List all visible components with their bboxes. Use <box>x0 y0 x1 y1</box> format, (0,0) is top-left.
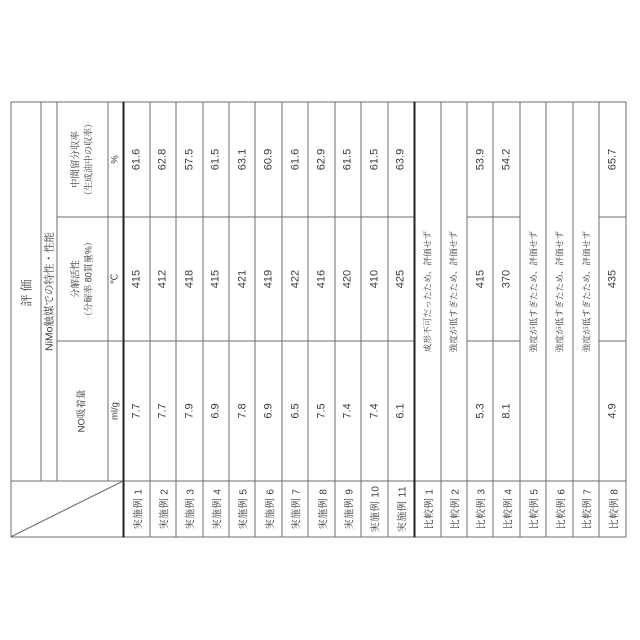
row-label: 実施例 9 <box>335 481 361 537</box>
value-cell-cracking-activity: 422 <box>282 217 308 341</box>
evaluation-table <box>11 101 627 537</box>
value-cell-no-adsorption: 6.9 <box>255 341 281 481</box>
row-label: 実施例 5 <box>229 481 255 537</box>
value-cell-middle-distillate-yield: 62.8 <box>150 102 176 217</box>
value-cell-cracking-activity: 418 <box>176 217 202 341</box>
value-cell-no-adsorption: 7.5 <box>308 341 334 481</box>
table-row <box>467 102 493 537</box>
value-cell-no-adsorption: 7.8 <box>229 341 255 481</box>
value-cell-cracking-activity: 415 <box>123 217 149 341</box>
row-label: 実施例 1 <box>123 481 149 537</box>
table-row <box>203 102 229 537</box>
column-label: 中間留分収率 <box>70 130 82 188</box>
table-title: 評価 <box>11 102 41 481</box>
value-cell-no-adsorption: 7.7 <box>123 341 149 481</box>
value-cell-cracking-activity: 370 <box>493 217 519 341</box>
value-cell-cracking-activity: 415 <box>203 217 229 341</box>
value-cell-no-adsorption: 7.9 <box>176 341 202 481</box>
row-label: 実施例 8 <box>308 481 334 537</box>
value-cell-cracking-activity: 410 <box>361 217 387 341</box>
unit-cracking-activity: ℃ <box>108 217 123 341</box>
value-cell-middle-distillate-yield: 63.1 <box>229 102 255 217</box>
value-cell-middle-distillate-yield: 57.5 <box>176 102 202 217</box>
value-cell-middle-distillate-yield: 61.6 <box>282 102 308 217</box>
table-row <box>361 102 387 537</box>
table-row <box>573 102 599 537</box>
table-row <box>282 102 308 537</box>
value-cell-no-adsorption: 7.4 <box>361 341 387 481</box>
table-row <box>441 102 467 537</box>
corner-diagonal-cell <box>11 481 123 537</box>
row-label: 比較例 8 <box>599 481 626 537</box>
table-row <box>308 102 334 537</box>
value-cell-no-adsorption: 7.7 <box>150 341 176 481</box>
column-header-cracking-activity <box>57 217 108 341</box>
value-cell-no-adsorption: 6.1 <box>388 341 414 481</box>
value-cell-middle-distillate-yield: 60.9 <box>255 102 281 217</box>
note-cell: 強度が低すぎたため、評価せず <box>546 102 572 481</box>
row-label: 実施例 3 <box>176 481 202 537</box>
value-cell-no-adsorption: 6.5 <box>282 341 308 481</box>
rotated-table-container <box>11 103 629 538</box>
table-row <box>520 102 546 537</box>
table-row <box>493 102 519 537</box>
value-cell-no-adsorption: 7.4 <box>335 341 361 481</box>
table-row <box>229 102 255 537</box>
value-cell-middle-distillate-yield: 54.2 <box>493 102 519 217</box>
value-cell-cracking-activity: 415 <box>467 217 493 341</box>
value-cell-no-adsorption: 8.1 <box>493 341 519 481</box>
column-label: 分解活性 <box>70 260 82 299</box>
table-row <box>150 102 176 537</box>
column-sublabel: （分解率 80質量%） <box>83 237 94 321</box>
row-label: 実施例 11 <box>388 481 414 537</box>
value-cell-middle-distillate-yield: 62.9 <box>308 102 334 217</box>
row-label: 比較例 7 <box>573 481 599 537</box>
row-label: 比較例 1 <box>414 481 440 537</box>
value-cell-cracking-activity: 419 <box>255 217 281 341</box>
table-row <box>546 102 572 537</box>
value-cell-middle-distillate-yield: 61.5 <box>203 102 229 217</box>
row-label: 比較例 4 <box>493 481 519 537</box>
unit-no-adsorption: ml/g <box>108 341 123 481</box>
value-cell-middle-distillate-yield: 65.7 <box>599 102 626 217</box>
row-label: 比較例 3 <box>467 481 493 537</box>
value-cell-middle-distillate-yield: 63.9 <box>388 102 414 217</box>
value-cell-cracking-activity: 420 <box>335 217 361 341</box>
column-label: NO吸着量 <box>76 389 88 433</box>
note-cell: 強度が低すぎたため、評価せず <box>520 102 546 481</box>
table-row <box>176 102 202 537</box>
value-cell-middle-distillate-yield: 61.6 <box>123 102 149 217</box>
row-label: 実施例 10 <box>361 481 387 537</box>
value-cell-middle-distillate-yield: 53.9 <box>467 102 493 217</box>
value-cell-cracking-activity: 421 <box>229 217 255 341</box>
diagonal-line <box>12 482 123 537</box>
table-row <box>414 102 440 537</box>
value-cell-no-adsorption: 6.9 <box>203 341 229 481</box>
table-row <box>335 102 361 537</box>
value-cell-cracking-activity: 435 <box>599 217 626 341</box>
row-label: 実施例 6 <box>255 481 281 537</box>
table-row <box>388 102 414 537</box>
note-cell: 強度が低すぎたため、評価せず <box>573 102 599 481</box>
column-sublabel: （生成油中の収率） <box>83 118 94 200</box>
table-row <box>123 102 149 537</box>
row-label: 比較例 6 <box>546 481 572 537</box>
value-cell-cracking-activity: 425 <box>388 217 414 341</box>
table-row <box>599 102 626 537</box>
column-header-no-adsorption <box>57 341 108 481</box>
row-label: 比較例 2 <box>441 481 467 537</box>
value-cell-cracking-activity: 416 <box>308 217 334 341</box>
value-cell-no-adsorption: 5.3 <box>467 341 493 481</box>
unit-middle-distillate-yield: % <box>108 102 123 217</box>
row-label: 実施例 7 <box>282 481 308 537</box>
row-label: 実施例 4 <box>203 481 229 537</box>
row-label: 実施例 2 <box>150 481 176 537</box>
value-cell-no-adsorption: 4.9 <box>599 341 626 481</box>
column-header-middle-distillate-yield <box>57 102 108 217</box>
note-cell: 強度が低すぎたため、評価せず <box>441 102 467 481</box>
value-cell-cracking-activity: 412 <box>150 217 176 341</box>
value-cell-middle-distillate-yield: 61.5 <box>335 102 361 217</box>
row-label: 比較例 5 <box>520 481 546 537</box>
note-cell: 成形不可だったため、評価せず <box>414 102 440 481</box>
table-row <box>255 102 281 537</box>
group-header: NiMo触媒での特性・性能 <box>41 102 57 481</box>
value-cell-middle-distillate-yield: 61.5 <box>361 102 387 217</box>
